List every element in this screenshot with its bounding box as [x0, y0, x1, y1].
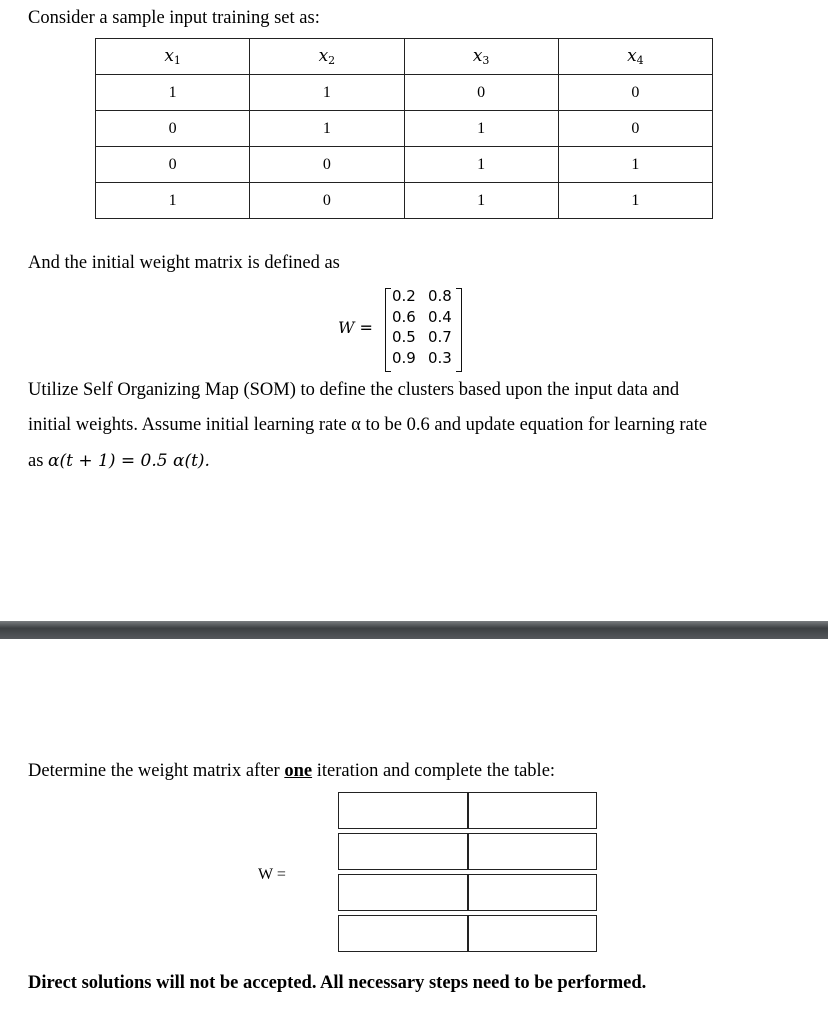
table-row — [96, 183, 713, 219]
matrix-cell: 0.2 — [392, 287, 416, 305]
table-cell: 1 — [404, 147, 558, 183]
problem-line-3 — [28, 452, 210, 471]
footer-note: Direct solutions will not be accepted. All necessary steps need to be performed. — [28, 973, 647, 993]
left-bracket — [385, 288, 391, 372]
matrix-cell: 0.7 — [428, 328, 452, 346]
answer-cell[interactable] — [338, 833, 468, 870]
table-cell: 1 — [96, 183, 250, 219]
intro-text: Consider a sample input training set as: — [28, 8, 320, 28]
matrix-cell: 0.6 — [392, 307, 416, 326]
problem-line-2: initial weights. Assume initial learning rate α to be 0.6 and update equation for learning rate — [28, 415, 708, 435]
matrix-values — [392, 286, 458, 368]
table-cell: 1 — [404, 111, 558, 147]
matrix-cell: 0.9 — [392, 348, 416, 367]
answer-cell[interactable] — [468, 874, 598, 911]
table-cell: 0 — [96, 111, 250, 147]
answer-row — [338, 874, 597, 911]
task-text — [28, 762, 555, 781]
matrix-cell: 0.4 — [428, 307, 452, 326]
answer-row — [338, 915, 597, 952]
matrix-cell: 0.8 — [428, 287, 452, 305]
matrix-cell: 0.3 — [428, 348, 452, 367]
table-cell: 0 — [250, 183, 404, 219]
table-row — [96, 75, 713, 111]
training-set-table — [95, 38, 713, 219]
table-cell: 1 — [96, 75, 250, 111]
header-x2: $x_2$ — [250, 39, 404, 75]
matrix-row — [392, 327, 458, 348]
answer-cell[interactable] — [338, 915, 468, 952]
problem-line-3-prefix: as — [28, 451, 49, 471]
answer-cell[interactable] — [468, 915, 598, 952]
matrix-label: W = — [338, 318, 373, 337]
task-text-after: iteration and complete the table: — [312, 761, 556, 781]
matrix-row — [392, 307, 458, 328]
answer-cell[interactable] — [468, 833, 598, 870]
learning-rate-equation: α(t + 1) = 0.5 α(t). — [48, 451, 210, 471]
table-cell: 1 — [404, 183, 558, 219]
answer-cell[interactable] — [338, 874, 468, 911]
table-cell: 0 — [558, 111, 712, 147]
header-x1: $x_1$ — [96, 39, 250, 75]
table-cell: 1 — [558, 183, 712, 219]
table-cell: 0 — [96, 147, 250, 183]
answer-label: W = — [258, 866, 286, 883]
page-divider — [0, 621, 828, 639]
task-text-before: Determine the weight matrix after — [28, 761, 285, 781]
table-cell: 0 — [404, 75, 558, 111]
table-header-row — [96, 39, 713, 75]
answer-weight-table — [338, 792, 597, 952]
table-cell: 1 — [558, 147, 712, 183]
matrix-row — [392, 348, 458, 369]
matrix-row — [392, 286, 458, 307]
table-cell: 0 — [558, 75, 712, 111]
table-row — [96, 111, 713, 147]
problem-line-1: Utilize Self Organizing Map (SOM) to define the clusters based upon the input data and — [28, 380, 680, 400]
header-x4: $x_4$ — [558, 39, 712, 75]
table-cell: 0 — [250, 147, 404, 183]
answer-row — [338, 833, 597, 870]
table-cell: 1 — [250, 75, 404, 111]
weight-intro-text: And the initial weight matrix is defined as — [28, 253, 340, 273]
answer-row — [338, 792, 597, 829]
table-cell: 1 — [250, 111, 404, 147]
answer-cell[interactable] — [468, 792, 598, 829]
right-bracket — [456, 288, 462, 372]
matrix-cell: 0.5 — [392, 328, 416, 346]
task-emphasis: one — [284, 761, 313, 781]
table-row — [96, 147, 713, 183]
answer-cell[interactable] — [338, 792, 468, 829]
header-x3: $x_3$ — [404, 39, 558, 75]
